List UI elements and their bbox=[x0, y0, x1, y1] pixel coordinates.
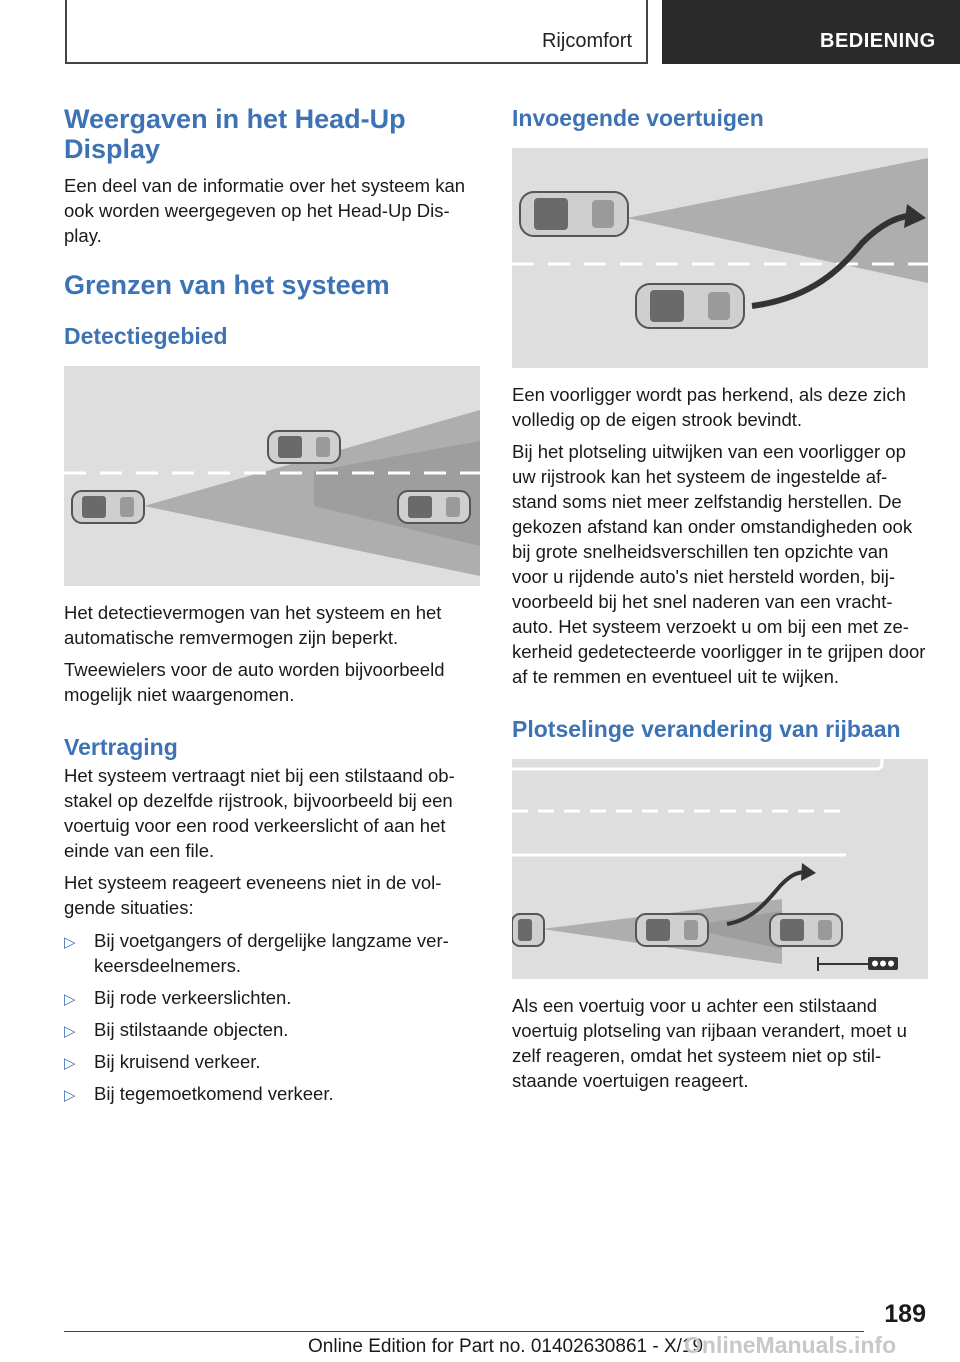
car-behind bbox=[512, 914, 544, 946]
delay-title: Vertraging bbox=[64, 734, 178, 760]
lane-change-illustration bbox=[512, 759, 928, 979]
detection-p2: Tweewielers voor de auto worden bijvoorbeeld mogelijk niet waargenomen. bbox=[64, 659, 445, 705]
list-item: ▷ Bij stilstaande objecten. bbox=[64, 1017, 480, 1042]
footer-edition: Online Edition for Part no. 01402630861 - X/19 bbox=[308, 1336, 704, 1357]
car-stationary bbox=[770, 914, 842, 946]
bullet-triangle-icon: ▷ bbox=[64, 934, 76, 951]
hud-title: Weergaven in het Head-Up Display bbox=[64, 104, 406, 164]
watermark: OnlineManuals.info bbox=[684, 1332, 897, 1358]
header-section-label: BEDIENING bbox=[820, 30, 936, 52]
car-left-lane bbox=[268, 431, 340, 463]
car-ego bbox=[636, 914, 708, 946]
lane-change-title: Plotselinge verandering van rijbaan bbox=[512, 716, 901, 742]
limits-title: Grenzen van het systeem bbox=[64, 270, 390, 300]
header-chapter-box bbox=[65, 0, 648, 64]
header-section-tab bbox=[662, 0, 960, 64]
delay-p1: Het systeem vertraagt niet bij een stilstaand ob-stakel op dezelfde rijstrook, bijvoorbeeld bij een voertuig voor een rood verkeerslicht of aan het einde van een file. bbox=[64, 765, 455, 861]
list-item: ▷ Bij kruisend verkeer. bbox=[64, 1049, 480, 1074]
lane-change-svg bbox=[512, 759, 928, 979]
page-number: 189 bbox=[884, 1300, 926, 1328]
merge-p2: Bij het plotseling uitwijken van een voorligger op uw rijstrook kan het systeem de ingestelde af-stand soms niet meer zelfstandig herstellen. De gekozen afstand kan onder omstandigheden ook bij grote snelheidsverschillen ten opzichte van voor u rijdende auto's niet hersteld worden, bij-voorbeeld bij het snel naderen van een vracht-auto. Het systeem verzoekt u om bij een met ze-kerheid gedetecteerde voorligger in te grijpen door af te remmen en eventueel uit te wijken. bbox=[512, 441, 926, 687]
left-column bbox=[64, 100, 480, 1113]
list-item: ▷ Bij voetgangers of dergelijke langzame ver-keersdeelnemers. bbox=[64, 930, 449, 976]
lane-change-p1: Als een voertuig voor u achter een stilstaand voertuig plotseling van rijbaan verandert, moet u zelf reageren, omdat het systeem niet op stil-staande voertuigen reageert. bbox=[512, 995, 907, 1091]
merge-illustration bbox=[512, 148, 928, 368]
car-ego bbox=[72, 491, 144, 523]
bullet-triangle-icon: ▷ bbox=[64, 1023, 76, 1040]
bullet-triangle-icon: ▷ bbox=[64, 991, 76, 1008]
merge-svg bbox=[512, 148, 928, 368]
merge-title: Invoegende voertuigen bbox=[512, 105, 764, 131]
detection-area-illustration bbox=[64, 366, 480, 586]
car-ahead bbox=[398, 491, 470, 523]
car-ego bbox=[636, 284, 744, 328]
delay-p2: Het systeem reageert eveneens niet in de vol-gende situaties: bbox=[64, 872, 442, 918]
detection-area-svg bbox=[64, 366, 480, 586]
bullet-triangle-icon: ▷ bbox=[64, 1055, 76, 1072]
hud-text: Een deel van de informatie over het systeem kan ook worden weergegeven op het Head-Up Dis-play. bbox=[64, 175, 466, 246]
list-item: ▷ Bij rode verkeerslichten. bbox=[64, 985, 480, 1010]
bullet-triangle-icon: ▷ bbox=[64, 1087, 76, 1104]
detection-title: Detectiegebied bbox=[64, 323, 228, 349]
right-column bbox=[512, 100, 928, 1093]
header-chapter: Rijcomfort bbox=[541, 30, 632, 52]
merge-p1: Een voorligger wordt pas herkend, als deze zich volledig op de eigen strook bevindt. bbox=[512, 384, 906, 430]
situation-list bbox=[64, 928, 480, 1106]
car-merging bbox=[520, 192, 628, 236]
list-item: ▷ Bij tegemoetkomend verkeer. bbox=[64, 1081, 480, 1106]
detection-p1: Het detectievermogen van het systeem en het automatische remvermogen zijn beperkt. bbox=[64, 602, 442, 648]
